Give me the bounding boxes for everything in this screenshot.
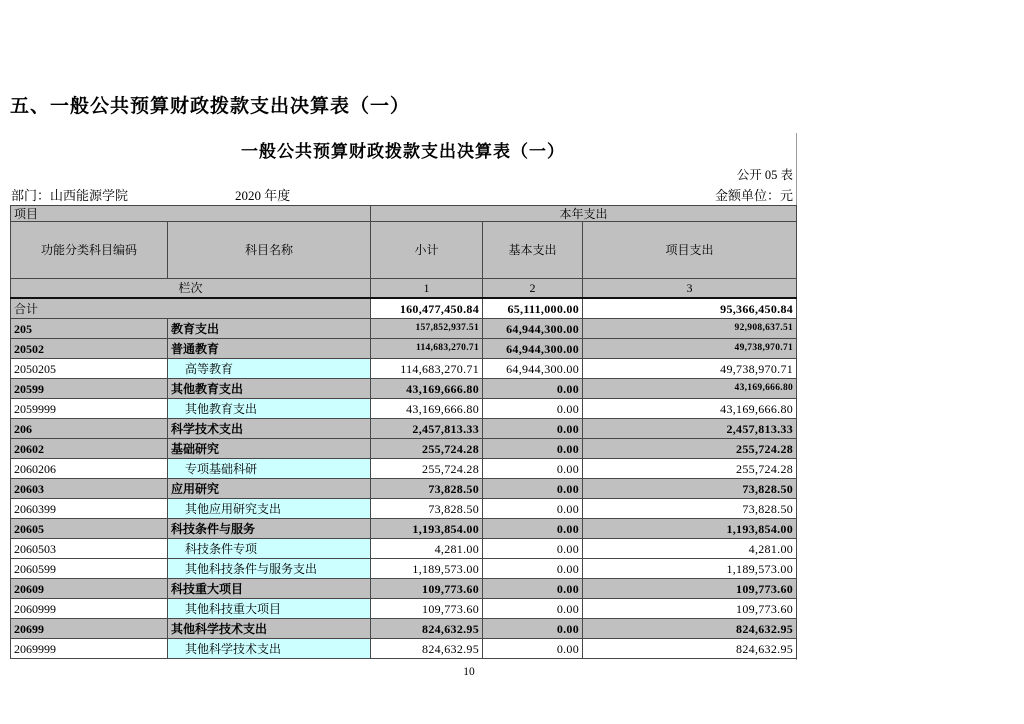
header-row-groups [11,206,797,222]
row-basic: 64,944,300.00 [483,339,583,359]
row-project: 92,908,637.51 [583,319,797,339]
row-basic: 64,944,300.00 [483,319,583,339]
department-label: 部门：山西能源学院 [11,188,129,203]
fiscal-year-label: 2020 年度 [235,188,291,203]
row-subtotal: 255,724.28 [371,459,483,479]
row-code: 20599 [11,379,168,399]
row-code: 20603 [11,479,168,499]
table-row [11,499,797,519]
row-basic: 0.00 [483,619,583,639]
row-name: 其他应用研究支出 [168,499,371,519]
row-project: 824,632.95 [583,639,797,659]
row-project: 109,773.60 [583,579,797,599]
budget-table [10,205,797,659]
row-name: 普通教育 [168,339,371,359]
row-code: 20605 [11,519,168,539]
row-subtotal: 4,281.00 [371,539,483,559]
row-project: 255,724.28 [583,459,797,479]
total-basic: 65,111,000.00 [483,298,583,319]
header-item: 项目 [11,206,371,222]
row-subtotal: 109,773.60 [371,599,483,619]
row-code: 205 [11,319,168,339]
row-code: 2060599 [11,559,168,579]
row-code: 2060399 [11,499,168,519]
table-row [11,359,797,379]
header-row-index [11,279,797,299]
row-subtotal: 73,828.50 [371,499,483,519]
header-col-code: 功能分类科目编码 [11,222,168,279]
row-name: 科技条件专项 [168,539,371,559]
section-heading: 五、一般公共预算财政拨款支出决算表（一） [10,96,411,117]
header-index-2: 2 [483,279,583,299]
row-project: 49,738,970.71 [583,339,797,359]
table-row [11,399,797,419]
table-row [11,439,797,459]
row-project: 43,169,666.80 [583,399,797,419]
row-name: 其他科学技术支出 [168,619,371,639]
table-row [11,519,797,539]
header-year-expense: 本年支出 [371,206,797,222]
row-basic: 0.00 [483,639,583,659]
header-col-name: 科目名称 [168,222,371,279]
total-project: 95,366,450.84 [583,298,797,319]
header-col-project: 项目支出 [583,222,797,279]
row-code: 2059999 [11,399,168,419]
row-name: 其他科学技术支出 [168,639,371,659]
row-basic: 0.00 [483,419,583,439]
row-basic: 0.00 [483,459,583,479]
row-basic: 0.00 [483,539,583,559]
table-row [11,379,797,399]
row-project: 2,457,813.33 [583,419,797,439]
row-name: 专项基础科研 [168,459,371,479]
row-name: 基础研究 [168,439,371,459]
row-basic: 0.00 [483,579,583,599]
row-basic: 0.00 [483,479,583,499]
header-index-1: 1 [371,279,483,299]
row-code: 2069999 [11,639,168,659]
header-col-subtotal: 小计 [371,222,483,279]
row-name: 其他科技重大项目 [168,599,371,619]
row-subtotal: 109,773.60 [371,579,483,599]
row-subtotal: 2,457,813.33 [371,419,483,439]
row-project: 73,828.50 [583,499,797,519]
row-subtotal: 157,852,937.51 [371,319,483,339]
table-row [11,579,797,599]
row-subtotal: 43,169,666.80 [371,399,483,419]
row-project: 1,193,854.00 [583,519,797,539]
row-name: 教育支出 [168,319,371,339]
row-subtotal: 824,632.95 [371,619,483,639]
amount-unit-label: 金额单位：元 [714,188,793,203]
row-subtotal: 1,193,854.00 [371,519,483,539]
row-basic: 64,944,300.00 [483,359,583,379]
row-name: 科学技术支出 [168,419,371,439]
row-project: 73,828.50 [583,479,797,499]
row-subtotal: 43,169,666.80 [371,379,483,399]
table-row [11,599,797,619]
table-title: 一般公共预算财政拨款支出决算表（一） [241,142,565,161]
row-code: 20502 [11,339,168,359]
table-row [11,619,797,639]
row-code: 2060503 [11,539,168,559]
form-code-label: 公开 05 表 [736,168,793,182]
table-row [11,479,797,499]
table-row [11,459,797,479]
row-project: 43,169,666.80 [583,379,797,399]
table-row [11,559,797,579]
table-row [11,539,797,559]
total-label: 合计 [11,298,371,319]
header-index-label: 栏次 [11,279,371,299]
row-code: 20699 [11,619,168,639]
row-basic: 0.00 [483,379,583,399]
row-project: 1,189,573.00 [583,559,797,579]
row-name: 其他教育支出 [168,379,371,399]
row-basic: 0.00 [483,519,583,539]
row-subtotal: 114,683,270.71 [371,359,483,379]
table-row [11,639,797,659]
row-code: 206 [11,419,168,439]
spreadsheet-area [10,133,797,660]
row-code: 2050205 [11,359,168,379]
table-row [11,419,797,439]
page-number: 10 [463,666,475,678]
row-name: 科技重大项目 [168,579,371,599]
row-basic: 0.00 [483,599,583,619]
row-subtotal: 73,828.50 [371,479,483,499]
row-project: 49,738,970.71 [583,359,797,379]
row-code: 2060206 [11,459,168,479]
row-subtotal: 114,683,270.71 [371,339,483,359]
row-code: 20609 [11,579,168,599]
row-name: 其他教育支出 [168,399,371,419]
row-basic: 0.00 [483,499,583,519]
row-name: 科技条件与服务 [168,519,371,539]
row-project: 4,281.00 [583,539,797,559]
table-header [11,206,797,319]
row-code: 20602 [11,439,168,459]
row-subtotal: 1,189,573.00 [371,559,483,579]
total-subtotal: 160,477,450.84 [371,298,483,319]
row-name: 应用研究 [168,479,371,499]
header-row-columns [11,222,797,279]
row-code: 2060999 [11,599,168,619]
row-subtotal: 255,724.28 [371,439,483,459]
table-row [11,339,797,359]
table-row [11,319,797,339]
row-subtotal: 824,632.95 [371,639,483,659]
row-project: 109,773.60 [583,599,797,619]
total-row [11,298,797,319]
table-body [11,319,797,659]
header-index-3: 3 [583,279,797,299]
row-basic: 0.00 [483,439,583,459]
row-name: 高等教育 [168,359,371,379]
row-basic: 0.00 [483,399,583,419]
header-col-basic: 基本支出 [483,222,583,279]
row-project: 824,632.95 [583,619,797,639]
row-basic: 0.00 [483,559,583,579]
row-project: 255,724.28 [583,439,797,459]
row-name: 其他科技条件与服务支出 [168,559,371,579]
